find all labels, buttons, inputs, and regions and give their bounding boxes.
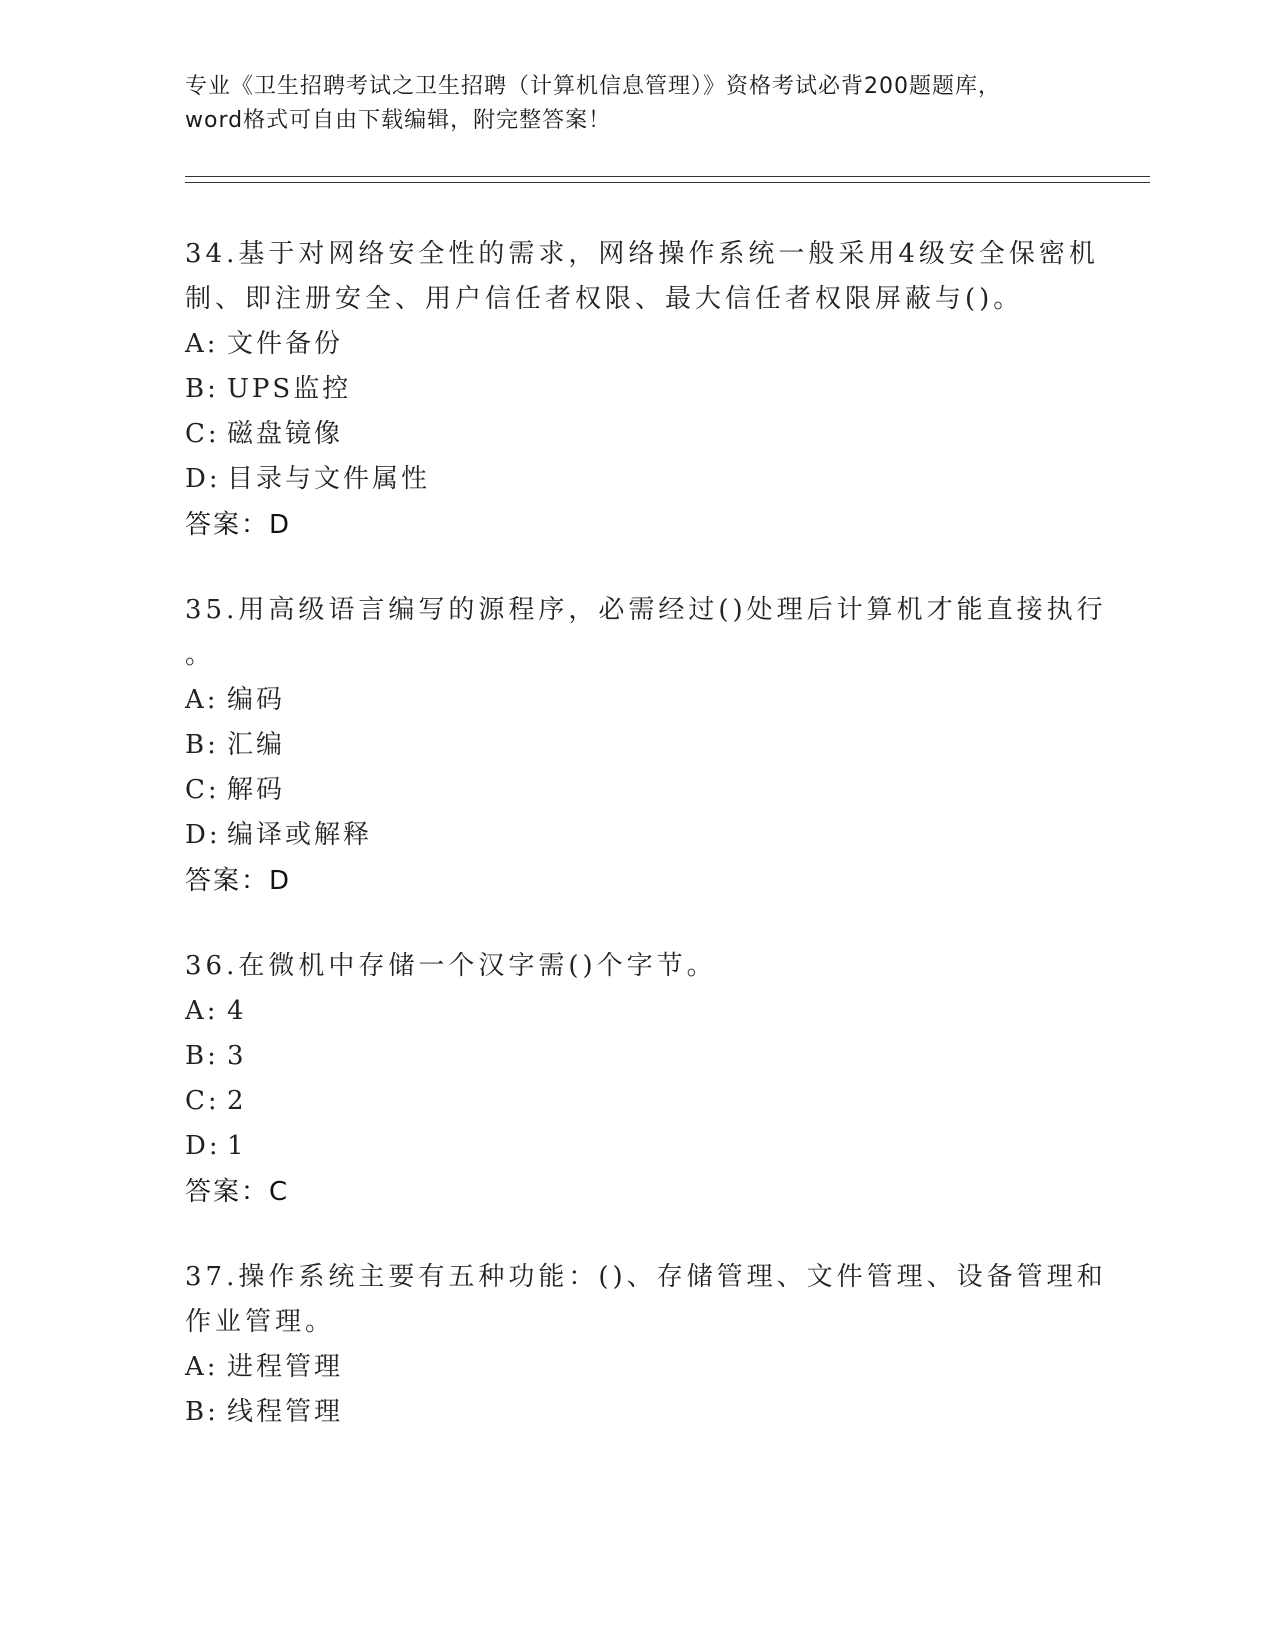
- option-label: A:: [185, 329, 219, 359]
- option-label: D:: [185, 820, 221, 850]
- question-text-line: 34.基于对网络安全性的需求，网络操作系统一般采用4级安全保密机: [185, 239, 1099, 269]
- option-text: 2: [227, 1086, 247, 1116]
- question-text-line: 作业管理。: [185, 1307, 336, 1337]
- option-label: B:: [185, 1397, 219, 1427]
- option-d: [185, 813, 1085, 858]
- option-text: 文件备份: [227, 329, 344, 359]
- option-b: [185, 1034, 1085, 1079]
- header-divider-bottom: [185, 182, 1150, 183]
- option-b: [185, 1390, 1085, 1435]
- option-text: 1: [227, 1131, 247, 1161]
- option-text: 4: [227, 996, 247, 1026]
- answer-line: 答案：C: [185, 1177, 290, 1207]
- option-text: 3: [227, 1041, 247, 1071]
- question-34: [185, 232, 1099, 548]
- option-c: [185, 412, 1085, 457]
- option-label: D:: [185, 464, 221, 494]
- answer-line: 答案：D: [185, 866, 292, 896]
- document-header: [185, 70, 1085, 138]
- option-label: A:: [185, 996, 219, 1026]
- question-36: [185, 944, 1085, 1215]
- option-text: 编译或解释: [227, 820, 373, 850]
- option-c: [185, 768, 1085, 813]
- header-divider-top: [185, 176, 1150, 177]
- option-label: B:: [185, 374, 219, 404]
- option-a: [185, 1345, 1085, 1390]
- option-text: UPS监控: [227, 374, 352, 404]
- question-text-line: 。: [185, 640, 216, 670]
- option-c: [185, 1079, 1085, 1124]
- option-b: [185, 367, 1085, 412]
- header-title-line-2: word格式可自由下载编辑，附完整答案！: [185, 108, 612, 133]
- option-text: 编码: [227, 685, 286, 715]
- option-label: A:: [185, 685, 219, 715]
- option-label: B:: [185, 730, 219, 760]
- option-d: [185, 1124, 1085, 1169]
- option-d: [185, 457, 1085, 502]
- option-text: 磁盘镜像: [227, 419, 344, 449]
- option-label: D:: [185, 1131, 221, 1161]
- question-text-line: 36.在微机中存储一个汉字需()个字节。: [185, 951, 717, 981]
- option-text: 进程管理: [227, 1352, 344, 1382]
- option-a: [185, 678, 1085, 723]
- option-label: A:: [185, 1352, 219, 1382]
- question-35: [185, 588, 1107, 904]
- question-text-line: 35.用高级语言编写的源程序，必需经过()处理后计算机才能直接执行: [185, 595, 1107, 625]
- option-text: 目录与文件属性: [227, 464, 431, 494]
- option-label: C:: [185, 775, 220, 805]
- option-text: 汇编: [227, 730, 286, 760]
- option-text: 解码: [227, 775, 286, 805]
- option-label: C:: [185, 1086, 220, 1116]
- question-text-line: 制、即注册安全、用户信任者权限、最大信任者权限屏蔽与()。: [185, 284, 1024, 314]
- option-label: C:: [185, 419, 220, 449]
- header-title-line-1: 专业《卫生招聘考试之卫生招聘（计算机信息管理）》资格考试必背200题题库，: [185, 74, 1001, 99]
- option-label: B:: [185, 1041, 219, 1071]
- question-text-line: 37.操作系统主要有五种功能：()、存储管理、文件管理、设备管理和: [185, 1262, 1107, 1292]
- question-list: [185, 232, 1107, 1475]
- option-text: 线程管理: [227, 1397, 344, 1427]
- option-a: [185, 989, 1085, 1034]
- option-b: [185, 723, 1085, 768]
- question-37: [185, 1255, 1107, 1435]
- option-a: [185, 322, 1085, 367]
- answer-line: 答案：D: [185, 510, 292, 540]
